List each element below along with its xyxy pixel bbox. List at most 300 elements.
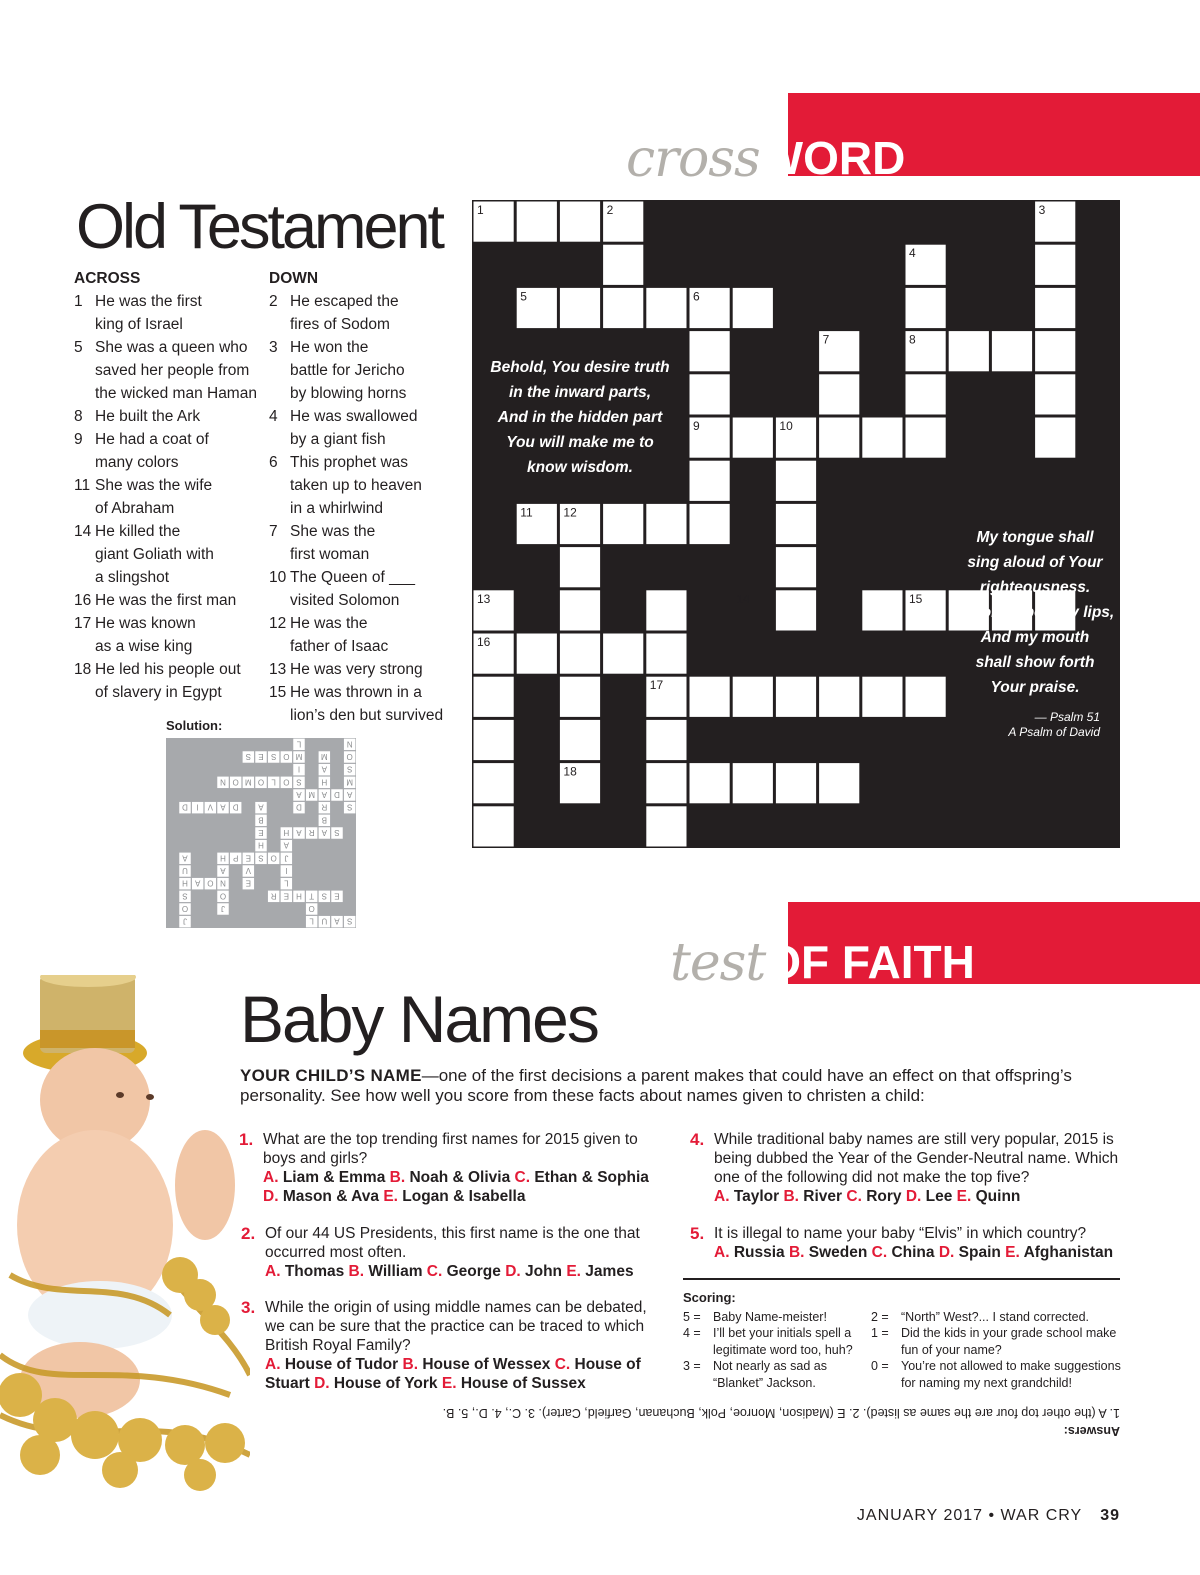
- intro-paragraph: [240, 1066, 1120, 1106]
- grid-cell[interactable]: [474, 763, 514, 803]
- solution-letter: J: [183, 916, 187, 926]
- solution-letter: S: [321, 891, 328, 901]
- clue-number: 8: [74, 408, 83, 425]
- down-clue-2: [269, 290, 459, 336]
- clue-line: taken up to heaven: [290, 477, 422, 494]
- answer-option[interactable]: [957, 1188, 1021, 1205]
- grid-cell[interactable]: [560, 720, 600, 760]
- question-text: While traditional baby names are still very popular, 2015 is being dubbed the Year of the Gender-Neutral name. Which one of the following did not make the top five?: [714, 1131, 1119, 1186]
- clue-line: the wicked man Haman: [95, 385, 257, 402]
- clue-number: 6: [269, 454, 278, 471]
- solution-letter: B: [258, 815, 264, 825]
- option-letter: C.: [871, 1244, 892, 1261]
- grid-number: 6: [693, 289, 700, 304]
- grid-cell[interactable]: [819, 677, 859, 717]
- grid-cell[interactable]: [690, 763, 730, 803]
- option-text: Mason & Ava: [282, 1188, 384, 1205]
- solution-letter: H: [283, 828, 290, 837]
- clue-line: as a wise king: [95, 638, 193, 655]
- grid-cell[interactable]: [560, 590, 600, 630]
- grid-cell[interactable]: [474, 677, 514, 717]
- solution-letter: A: [194, 878, 201, 888]
- solution-letter: S: [270, 752, 277, 761]
- quote-left: [480, 355, 680, 480]
- option-text: Quinn: [975, 1188, 1021, 1205]
- option-text: William: [368, 1263, 427, 1280]
- solution-letter: O: [257, 777, 265, 787]
- solution-letter: O: [346, 752, 353, 761]
- solution-label: Solution:: [166, 718, 223, 733]
- option-letter: C.: [554, 1356, 575, 1373]
- across-clue-17: [74, 612, 264, 658]
- solution-letter: O: [283, 752, 290, 761]
- grid-cell[interactable]: [517, 202, 557, 242]
- answer-option[interactable]: [1005, 1244, 1113, 1261]
- option-text: James: [585, 1263, 634, 1280]
- answer-option[interactable]: [314, 1375, 442, 1392]
- grid-cell[interactable]: [906, 374, 946, 414]
- down-clue-3: [269, 336, 459, 405]
- solution-letter: O: [181, 904, 189, 913]
- option-letter: D.: [505, 1263, 525, 1280]
- grid-number: 13: [477, 591, 491, 606]
- down-clue-10: [269, 566, 459, 612]
- down-list: [269, 290, 459, 727]
- answer-option[interactable]: [789, 1244, 872, 1261]
- grid-number: 1: [477, 203, 484, 217]
- answer-options: [714, 1187, 1122, 1206]
- grid-number: 5: [520, 289, 527, 304]
- grid-cell[interactable]: [862, 677, 902, 717]
- solution-letter: R: [270, 891, 277, 901]
- grid-cell[interactable]: [646, 590, 686, 630]
- grid-cell[interactable]: [776, 590, 816, 630]
- solution-letter: I: [285, 866, 288, 875]
- answer-option[interactable]: [390, 1169, 515, 1186]
- grid-cell[interactable]: [1035, 418, 1075, 458]
- scoring-heading: Scoring:: [683, 1290, 736, 1305]
- option-letter: C.: [426, 1263, 447, 1280]
- solution-letter: O: [308, 904, 315, 913]
- clue-line: This prophet was: [290, 454, 409, 471]
- answer-option[interactable]: [783, 1188, 846, 1205]
- grid-cell[interactable]: [776, 504, 816, 544]
- page-number: 39: [1100, 1507, 1120, 1524]
- solution-letter: S: [334, 828, 340, 837]
- answer-option[interactable]: [265, 1356, 403, 1373]
- option-text: Noah & Olivia: [409, 1169, 515, 1186]
- grid-cell[interactable]: [776, 763, 816, 803]
- grid-number: 11: [520, 505, 533, 520]
- solution-letter: A: [321, 828, 328, 837]
- grid-cell[interactable]: [603, 634, 643, 674]
- across-clue-18: [74, 658, 264, 704]
- option-letter: B.: [402, 1356, 423, 1373]
- scoring-right: [871, 1309, 1128, 1392]
- option-letter: B.: [788, 1244, 809, 1261]
- grid-cell[interactable]: [819, 418, 859, 458]
- solution-letter: D: [232, 802, 239, 812]
- answer-option[interactable]: [872, 1244, 939, 1261]
- score-text: “North” West?... I stand corrected.: [901, 1309, 1090, 1324]
- scoring-row: [683, 1325, 863, 1358]
- solution-letter: B: [321, 815, 328, 825]
- solution-letter: R: [321, 802, 328, 812]
- score-key: 5 =: [683, 1309, 701, 1324]
- clue-number: 3: [269, 339, 278, 356]
- across-clue-5: [74, 336, 264, 405]
- grid-number: 3: [1038, 203, 1046, 217]
- down-clue-15: [269, 681, 459, 727]
- solution-letter: A: [220, 866, 226, 875]
- grid-cell[interactable]: [517, 634, 557, 674]
- option-letter: A.: [714, 1244, 734, 1261]
- quote-line: O Lord, open my lips,: [955, 604, 1115, 621]
- solution-letter: A: [334, 916, 340, 926]
- grid-cell[interactable]: [906, 677, 946, 717]
- grid-cell[interactable]: [690, 504, 730, 544]
- test-kicker-light: test: [670, 933, 766, 993]
- answer-option[interactable]: [515, 1169, 649, 1186]
- quote-line: Your praise.: [990, 679, 1080, 696]
- score-text: Baby Name-meister!: [713, 1309, 827, 1324]
- option-letter: E.: [383, 1188, 403, 1205]
- option-text: Ethan & Sophia: [534, 1169, 649, 1186]
- grid-number: 9: [693, 419, 700, 433]
- answer-option[interactable]: [265, 1263, 349, 1280]
- solution-letter: A: [321, 764, 328, 774]
- answers-heading: Answers:: [1063, 1424, 1120, 1438]
- grid-number: 17: [649, 678, 664, 693]
- answer-option[interactable]: [714, 1188, 783, 1205]
- grid-cell[interactable]: [560, 547, 600, 587]
- grid-cell[interactable]: [646, 504, 686, 544]
- scoring-rule: [683, 1278, 1120, 1280]
- clue-line: She was a queen who: [95, 339, 248, 356]
- down-clue-13: [269, 658, 459, 681]
- quote-line: in the inward parts,: [508, 384, 652, 401]
- grid-cell[interactable]: [906, 418, 946, 458]
- grid-cell[interactable]: [819, 374, 859, 414]
- clue-number: 7: [269, 523, 278, 540]
- answer-option[interactable]: [906, 1188, 957, 1205]
- question-2: [241, 1224, 665, 1281]
- solution-letter: S: [258, 853, 264, 863]
- grid-cell[interactable]: [603, 504, 643, 544]
- clue-line: many colors: [95, 454, 179, 471]
- score-key: 1 =: [871, 1326, 889, 1340]
- score-key: 0 =: [871, 1359, 889, 1373]
- grid-cell[interactable]: [690, 677, 730, 717]
- option-text: John: [525, 1263, 567, 1280]
- across-clue-16: [74, 589, 264, 612]
- across-clue-1: [74, 290, 264, 336]
- clue-line: He won the: [290, 339, 369, 356]
- question-number: 2.: [241, 1224, 256, 1243]
- option-letter: D.: [263, 1188, 283, 1205]
- clue-number: 11: [74, 477, 91, 494]
- grid-cell[interactable]: [603, 245, 643, 285]
- solution-letter: S: [346, 764, 353, 774]
- quote-line: righteousness.: [979, 579, 1091, 596]
- solution-letter: L: [271, 777, 276, 787]
- solution-letter: S: [346, 916, 353, 926]
- question-text: While the origin of using middle names can be debated, we can be sure that the practice can be traced to which British Royal Family?: [265, 1299, 647, 1354]
- clue-line: He was thrown in a: [290, 684, 422, 701]
- answer-option[interactable]: [505, 1263, 566, 1280]
- grid-cell[interactable]: [733, 677, 773, 717]
- solution-letter: O: [207, 878, 214, 888]
- grid-cell[interactable]: [1035, 288, 1075, 328]
- quote-line: sing aloud of Your: [967, 554, 1103, 571]
- kicker-bold-text: WORD: [759, 132, 906, 184]
- solution-letter: M: [295, 752, 303, 761]
- grid-cell[interactable]: [1035, 245, 1075, 285]
- answer-option[interactable]: [349, 1263, 427, 1280]
- solution-letter: S: [346, 802, 353, 812]
- solution-letter: I: [196, 802, 199, 812]
- answer-option[interactable]: [442, 1375, 586, 1392]
- scoring-block: [683, 1290, 1128, 1397]
- answer-option[interactable]: [427, 1263, 505, 1280]
- option-text: Afghanistan: [1023, 1244, 1114, 1261]
- quote-attribution: [960, 710, 1100, 740]
- grid-cell[interactable]: [992, 331, 1032, 371]
- option-letter: D.: [938, 1244, 959, 1261]
- grid-cell[interactable]: [646, 720, 686, 760]
- option-text: House of Tudor: [284, 1356, 403, 1373]
- clue-line: The Queen of ___: [290, 569, 415, 586]
- option-letter: D.: [905, 1188, 926, 1205]
- solution-letter: V: [207, 802, 214, 812]
- down-clue-7: [269, 520, 459, 566]
- option-text: House of York: [333, 1375, 442, 1392]
- option-letter: A.: [714, 1188, 734, 1205]
- quote-line: You will make me to: [506, 434, 654, 451]
- grid-cell[interactable]: [1035, 374, 1075, 414]
- clue-number: 18: [74, 661, 92, 678]
- test-kicker-bold: OF FAITH: [765, 936, 975, 988]
- answers-text: 1. A (the other top four are the same as listed). 2. E (Madison, Monroe, Polk, Buchanan, Garfield, Carter). 3. C., 4. D., 5. B.: [442, 1406, 1120, 1420]
- clue-number: 17: [74, 615, 92, 632]
- answer-option[interactable]: [846, 1188, 905, 1205]
- solution-letter: A: [346, 790, 353, 799]
- grid-cell[interactable]: [646, 634, 686, 674]
- option-text: House of Sussex: [460, 1375, 586, 1392]
- grid-cell[interactable]: [862, 590, 902, 630]
- solution-letter: N: [220, 777, 226, 787]
- grid-cell[interactable]: [603, 288, 643, 328]
- solution-letter: A: [296, 828, 302, 837]
- clue-number: 14: [74, 523, 92, 540]
- score-key: 2 =: [871, 1309, 889, 1324]
- solution-letter: H: [296, 891, 302, 901]
- clue-line: He was swallowed: [290, 408, 418, 425]
- crossword-grid: [472, 200, 1120, 848]
- solution-letter: A: [182, 853, 188, 863]
- grid-cell[interactable]: [776, 461, 816, 501]
- clue-number: 5: [74, 339, 83, 356]
- solution-letter: O: [219, 891, 227, 901]
- clue-line: king of Israel: [95, 316, 183, 333]
- grid-cell[interactable]: [733, 418, 773, 458]
- grid-cell[interactable]: [646, 288, 686, 328]
- solution-letter: E: [258, 828, 264, 837]
- solution-letter: M: [320, 752, 328, 761]
- grid-cell[interactable]: [646, 763, 686, 803]
- solution-letter: N: [220, 878, 226, 888]
- solution-grid: [166, 738, 356, 928]
- answer-option[interactable]: [566, 1263, 633, 1280]
- solution-letter: H: [258, 840, 264, 850]
- grid-cell[interactable]: [906, 288, 946, 328]
- question-4: [690, 1130, 1122, 1206]
- option-text: Lee: [925, 1188, 957, 1205]
- score-key: 3 =: [683, 1359, 701, 1373]
- scoring-left: [683, 1309, 863, 1392]
- grid-cell[interactable]: [474, 806, 514, 846]
- solution-letter: V: [245, 866, 252, 875]
- clue-line: He led his people out: [95, 661, 241, 678]
- solution-letter: A: [296, 790, 302, 799]
- grid-cell[interactable]: [646, 806, 686, 846]
- grid-cell[interactable]: [949, 331, 989, 371]
- clue-number: 13: [269, 661, 287, 678]
- grid-cell[interactable]: [690, 461, 730, 501]
- option-letter: D.: [314, 1375, 334, 1392]
- grid-cell[interactable]: [776, 547, 816, 587]
- quote-line: Behold, You desire truth: [490, 359, 670, 376]
- question-1: [239, 1130, 663, 1206]
- scoring-row: [683, 1358, 863, 1391]
- option-letter: C.: [846, 1188, 867, 1205]
- solution-letter: O: [283, 777, 290, 787]
- question-text: What are the top trending first names for 2015 given to boys and girls?: [263, 1131, 638, 1167]
- grid-cell[interactable]: [819, 763, 859, 803]
- solution-letter: R: [308, 828, 315, 837]
- question-text: It is illegal to name your baby “Elvis” in which country?: [714, 1225, 1087, 1242]
- baby-photo: [0, 975, 250, 1495]
- option-text: Russia: [733, 1244, 789, 1261]
- clue-line: She was the: [290, 523, 376, 540]
- clue-line: father of Isaac: [290, 638, 389, 655]
- answer-option[interactable]: [403, 1356, 555, 1373]
- option-text: Thomas: [284, 1263, 349, 1280]
- question-number: 4.: [690, 1130, 705, 1149]
- option-text: Taylor: [733, 1188, 784, 1205]
- solution-letter: M: [346, 777, 354, 787]
- quote-line: know wisdom.: [527, 459, 633, 476]
- answer-option[interactable]: [939, 1244, 1005, 1261]
- grid-cell[interactable]: [1035, 331, 1075, 371]
- grid-cell[interactable]: [733, 763, 773, 803]
- across-heading: ACROSS: [74, 270, 141, 287]
- grid-cell[interactable]: [690, 374, 730, 414]
- question-5: [690, 1224, 1122, 1262]
- question-number: 1.: [239, 1130, 254, 1149]
- solution-letter: A: [283, 840, 290, 850]
- option-text: River: [803, 1188, 847, 1205]
- solution-letter: H: [321, 777, 328, 787]
- solution-letter: U: [182, 866, 188, 875]
- footer-issue: JANUARY 2017 • WAR CRY: [856, 1507, 1083, 1524]
- grid-cell[interactable]: [733, 288, 773, 328]
- answers-upside-down: [240, 1404, 1120, 1440]
- clue-line: of slavery in Egypt: [95, 684, 222, 701]
- answer-options: [714, 1243, 1122, 1262]
- grid-number: 14: [736, 591, 750, 606]
- test-kicker: [670, 933, 975, 993]
- scoring-row: [871, 1325, 1128, 1358]
- option-letter: B.: [348, 1263, 369, 1280]
- option-text: China: [891, 1244, 939, 1261]
- clue-number: 12: [269, 615, 287, 632]
- option-letter: A.: [265, 1356, 285, 1373]
- clue-line: He built the Ark: [95, 408, 201, 425]
- grid-cell[interactable]: [560, 288, 600, 328]
- option-letter: B.: [783, 1188, 804, 1205]
- answer-option[interactable]: [263, 1169, 390, 1186]
- question-number: 3.: [241, 1298, 256, 1317]
- score-text: Not nearly as sad as “Blanket” Jackson.: [713, 1359, 827, 1390]
- score-key: 4 =: [683, 1326, 701, 1340]
- question-text: Of our 44 US Presidents, this first name is the one that occurred most often.: [265, 1225, 640, 1261]
- option-letter: E.: [1005, 1244, 1024, 1261]
- grid-cell[interactable]: [560, 202, 600, 242]
- option-text: Sweden: [808, 1244, 872, 1261]
- attribution-line: A Psalm of David: [1008, 725, 1100, 739]
- option-letter: C.: [514, 1169, 535, 1186]
- grid-cell[interactable]: [862, 418, 902, 458]
- clue-line: He killed the: [95, 523, 181, 540]
- scoring-row: [871, 1309, 1128, 1326]
- solution-letter: O: [270, 853, 277, 863]
- solution-letter: A: [258, 802, 264, 812]
- grid-cell[interactable]: [560, 677, 600, 717]
- quote-line: And in the hidden part: [497, 409, 663, 426]
- grid-number: 4: [909, 246, 916, 261]
- clue-line: of Abraham: [95, 500, 175, 517]
- answer-options: [265, 1355, 667, 1393]
- clue-line: He was known: [95, 615, 196, 632]
- solution-letter: E: [283, 891, 290, 901]
- grid-cell[interactable]: [690, 331, 730, 371]
- clue-line: giant Goliath with: [95, 546, 214, 563]
- grid-cell[interactable]: [776, 677, 816, 717]
- intro-text: —one of the first decisions a parent makes that could have an effect on that offspring’s personality. See how well you score from these facts about names given to christen a child:: [240, 1066, 1072, 1105]
- test-title: Baby Names: [240, 982, 598, 1056]
- solution-letter: H: [182, 878, 188, 888]
- grid-cell[interactable]: [474, 720, 514, 760]
- clue-number: 16: [74, 592, 92, 609]
- option-text: House of Wessex: [422, 1356, 555, 1373]
- clue-line: He was the: [290, 615, 368, 632]
- clue-line: She was the wife: [95, 477, 213, 494]
- answer-option[interactable]: [263, 1188, 383, 1205]
- clue-line: a slingshot: [95, 569, 170, 586]
- scoring-row: [683, 1309, 863, 1326]
- scoring-row: [871, 1358, 1128, 1391]
- answer-option[interactable]: [714, 1244, 789, 1261]
- solution-letter: N: [346, 739, 353, 749]
- quote-line: And my mouth: [980, 629, 1090, 646]
- grid-number: 8: [909, 332, 916, 347]
- grid-cell[interactable]: [560, 634, 600, 674]
- solution-letter: D: [334, 790, 340, 799]
- clue-number: 15: [269, 684, 287, 701]
- answer-option[interactable]: [383, 1188, 525, 1205]
- solution-letter: L: [296, 739, 302, 749]
